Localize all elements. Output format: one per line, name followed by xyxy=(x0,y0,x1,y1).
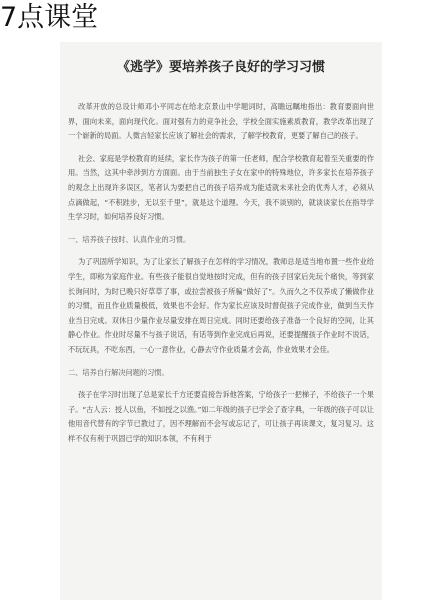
paragraph: 社会、家庭是学校教育的延续，家长作为孩子的第一任老师，配合学校教育起着至关重要的作用。当然，这其中牵涉到方方面面。由于当前独生子女在家中的特殊地位，许多家长在培养孩子的观念上出现许多误区，笔者认为要把自己的孩子培养成为能适就未来社会的优秀人才，必须从点滴做起，“不积跬步，无以至千里”，就是这个道理。今天，我不谈别的，就谈谈家长在指导学生学习时，如何培养良好习惯。 xyxy=(68,153,374,222)
section-heading: 二、培养自行解决问题的习惯。 xyxy=(68,367,169,377)
document-image xyxy=(60,42,382,600)
paragraph: 孩子在学习时出现了总是家长千方还要直接告诉他答案，宁给孩子一把梯子，不给孩子一个果子。“古人云：授人以鱼，不如授之以渔。”如二年级的孩子已学会了查字典，一年级的孩子可以让他用音代替有的字节已教过了，因不理解而不会写或忘记了，可让孩子再读课文，复习复习。这样不仅有利于巩固已学的知识本领，不有利于 xyxy=(68,390,374,443)
section-heading: 一、培养孩子按时、认真作业的习惯。 xyxy=(68,234,191,244)
page-title: 7点课堂 xyxy=(0,2,99,33)
document-body xyxy=(68,100,374,600)
paragraph: 改革开放的总设计师邓小平同志在给北京景山中学题词时，高瞻远瞩地指出：教育要面向世界，面向未来，面向现代化。面对强有力的竞争社会，学校全面实施素质教育，教学改革出现了一个崭新的局面。人微言轻家长应该了解社会的需求，了解学校教育，更要了解自己的孩子。 xyxy=(68,102,374,141)
paragraph: 为了巩固所学知识，为了让家长了解孩子在怎样的学习情况，教师总是适当地布置一些作业给学生，即称为家庭作业。有些孩子能很自觉地按时完成，但有的孩子回家后先玩个痛快，等到家长询问时，为时已晚只好草草了事，或拉尝被孩子所骗“做好了”。久而久之不仅养成了懒做作业的习惯，而且作业质量极低，效果也不会好。作为家长应该及时督促孩子完成作业，做到当天作业当日完成。双休日少量作业尽量安排在周日完成。同时还要给孩子准备一个良好的空间，让其静心作业。作业时尽量不与孩子说话，有话等到作业完成后再说，还要提醒孩子作业时不说话，不玩玩具，不吃东西，一心一意作业，心静去守作业质量才会高，作业效果才会佳。 xyxy=(68,257,374,354)
document-title: 《逃学》要培养孩子良好的学习习惯 xyxy=(116,60,325,75)
